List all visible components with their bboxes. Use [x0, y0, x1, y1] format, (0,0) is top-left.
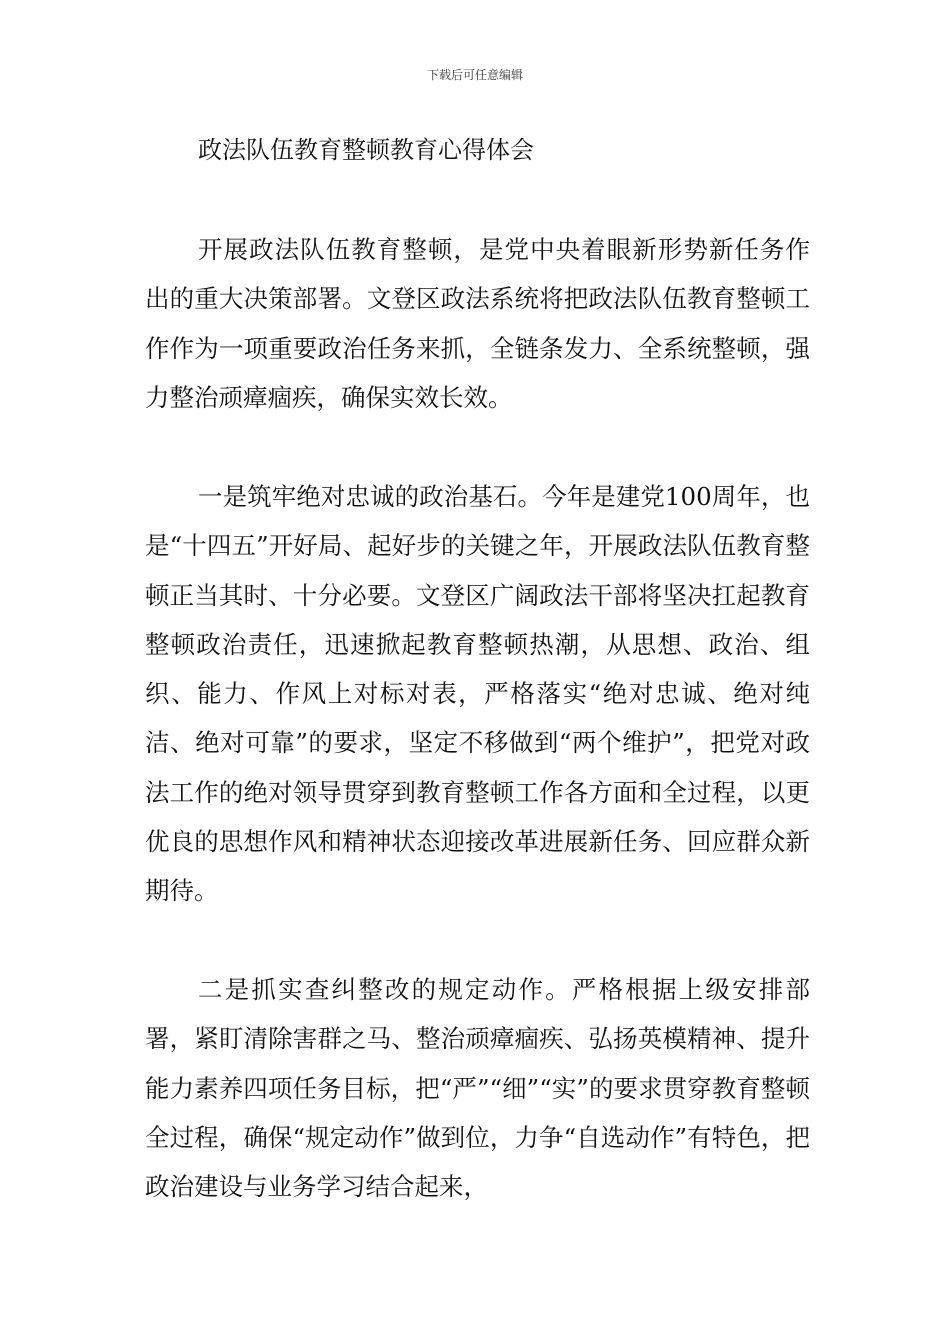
paragraph-point-one: 一是筑牢绝对忠诚的政治基石。今年是建党100周年，也是“十四五”开好局、起好步的关键之年，开展政法队伍教育整顿正当其时、十分必要。文登区广阔政法干部将坚决扛起教育整顿政治责任，迅速掀起教育整顿热潮，从思想、政治、组织、能力、作风上对标对表，严格落实“绝对忠诚、绝对纯洁、绝对可靠”的要求，坚定不移做到“两个维护”，把党对政法工作的绝对领导贯穿到教育整顿工作各方面和全过程，以更优良的思想作风和精神状态迎接改革进展新任务、回应群众新期待。	[145, 482, 810, 906]
document-title: 政法队伍教育整顿教育心得体会	[198, 136, 534, 164]
paragraph-point-two: 二是抓实查纠整改的规定动作。严格根据上级安排部署，紧盯清除害群之马、整治顽瘴痼疾、弘扬英模精神、提升能力素养四项任务目标，把“严”“细”“实”的要求贯穿教育整顿全过程，确保“规定动作”做到位，力争“自选动作”有特色，把政治建设与业务学习结合起来，	[145, 975, 810, 1202]
paragraph-intro: 开展政法队伍教育整顿，是党中央着眼新形势新任务作出的重大决策部署。文登区政法系统将把政法队伍教育整顿工作作为一项重要政治任务来抓，全链条发力、全系统整顿，强力整治顽瘴痼疾，确保实效长效。	[145, 235, 810, 412]
header-note: 下载后可任意编辑	[426, 68, 523, 82]
